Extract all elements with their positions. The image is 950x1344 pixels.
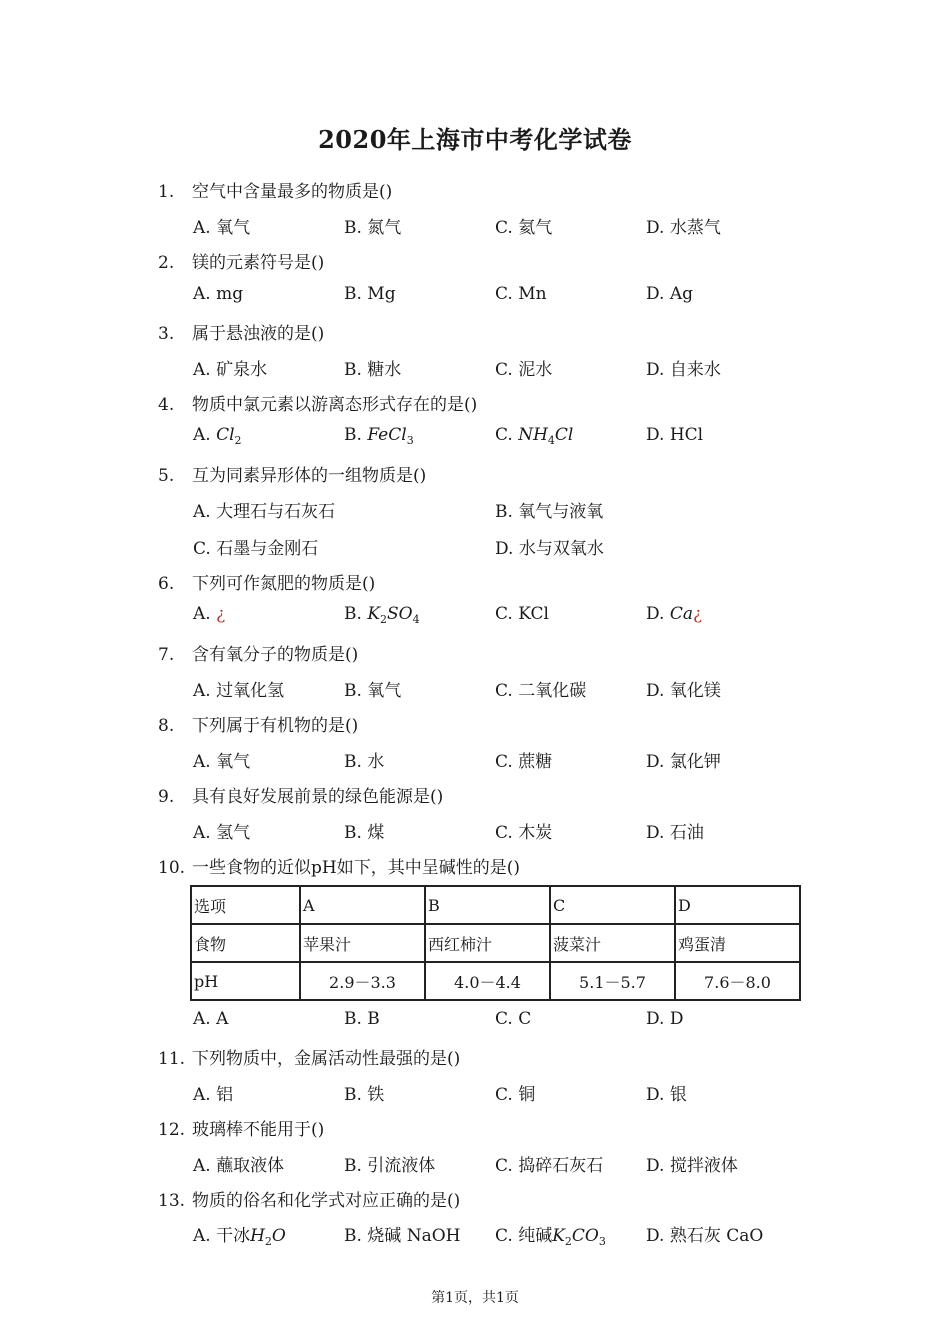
question-text: 下列物质中，金属活动性最强的是() [192,1049,461,1069]
option-c[interactable]: C. 铜 [495,1085,536,1105]
option-c[interactable]: C. C [495,1009,532,1029]
question-number: 1. [158,182,175,202]
question-number: 6. [158,574,175,594]
question-7 [158,640,358,665]
option-c[interactable]: C. 木炭 [495,823,553,843]
table-cell: pH [191,962,300,1000]
broken-glyph: ¿ [216,604,226,624]
option-a[interactable]: A. A [193,1009,229,1029]
option-a[interactable] [193,425,242,447]
question-9 [158,782,443,807]
question-number: 13. [158,1191,186,1211]
formula-ca: Ca [669,604,693,624]
table-cell: 2.9－3.3 [300,962,425,1000]
question-number: 7. [158,645,175,665]
question-2 [158,248,324,273]
option-a[interactable] [193,604,225,624]
ph-table [190,885,801,1001]
option-b[interactable]: B. 氧气与液氧 [495,502,604,522]
question-text: 物质中氯元素以游离态形式存在的是() [192,395,478,415]
question-text: 一些食物的近似pH如下，其中呈碱性的是() [192,858,520,878]
question-10 [158,853,520,878]
question-text: 玻璃棒不能用于() [192,1120,325,1140]
option-b[interactable] [344,425,414,447]
option-d[interactable]: D. 银 [646,1085,687,1105]
table-cell: B [425,886,550,924]
question-6 [158,569,375,594]
table-cell: 选项 [191,886,300,924]
question-text: 物质的俗名和化学式对应正确的是() [192,1191,461,1211]
table-row [191,962,800,1000]
option-b[interactable]: B. 煤 [344,823,385,843]
option-b-label: B. [344,425,368,445]
option-c[interactable] [495,1221,606,1248]
option-b[interactable]: B. 糖水 [344,360,402,380]
formula-h2o: $H_2O$ [250,1226,286,1248]
option-b[interactable]: B. 引流液体 [344,1156,436,1176]
option-b[interactable]: B. Mg [344,284,396,304]
option-b[interactable]: B. 烧碱 NaOH [344,1226,461,1246]
option-c[interactable]: C. KCl [495,604,549,624]
option-b-label: B. [344,604,368,624]
table-cell: 4.0－4.4 [425,962,550,1000]
question-text: 属于悬浊液的是() [192,324,325,344]
option-a[interactable]: A. 氢气 [193,823,251,843]
question-text: 下列属于有机物的是() [192,716,359,736]
option-a-label: A. [193,425,217,445]
option-c-label: C. [495,425,519,445]
formula-nh4cl: $NH_4Cl$ [518,425,574,447]
option-b[interactable]: B. 氮气 [344,218,402,238]
question-text: 下列可作氮肥的物质是() [192,574,376,594]
option-c[interactable]: C. 蔗糖 [495,752,553,772]
question-1 [158,177,392,202]
page-title: 2020年上海市中考化学试卷 [318,125,632,154]
option-a[interactable]: A. 铝 [193,1085,234,1105]
question-number: 10. [158,858,186,878]
option-d[interactable]: D. Ag [646,284,693,304]
question-4 [158,390,477,415]
option-d[interactable]: D. 水蒸气 [646,218,721,238]
option-a[interactable]: A. mg [193,284,244,304]
option-d-label: D. [646,604,670,624]
table-row [191,886,800,924]
table-cell: 鸡蛋清 [675,924,800,962]
table-cell: 菠菜汁 [550,924,675,962]
option-d[interactable]: D. 石油 [646,823,704,843]
page-footer: 第1页，共1页 [431,1290,519,1306]
question-number: 4. [158,395,175,415]
question-12 [158,1115,324,1140]
option-d[interactable]: D. 搅拌液体 [646,1156,738,1176]
table-cell: 5.1－5.7 [550,962,675,1000]
option-a-label: A. [193,604,217,624]
question-text: 空气中含量最多的物质是() [192,182,393,202]
option-c[interactable]: C. 泥水 [495,360,553,380]
question-number: 3. [158,324,175,344]
option-c[interactable]: C. 二氧化碳 [495,681,587,701]
option-d[interactable] [646,604,702,624]
option-d[interactable]: D. 氯化钾 [646,752,721,772]
table-cell: 苹果汁 [300,924,425,962]
option-b[interactable]: B. 铁 [344,1085,385,1105]
question-13 [158,1186,460,1211]
table-cell: 7.6－8.0 [675,962,800,1000]
question-number: 11. [158,1049,186,1069]
formula-k2co3: $K_2CO_3$ [552,1226,606,1248]
question-text: 含有氧分子的物质是() [192,645,359,665]
option-a[interactable]: A. 氧气 [193,752,251,772]
question-number: 8. [158,716,175,736]
option-c[interactable]: C. Mn [495,284,547,304]
option-a[interactable]: A. 大理石与石灰石 [193,502,336,522]
formula-fecl3: FeCl$_3$ [367,425,414,447]
table-row [191,924,800,962]
question-text: 镁的元素符号是() [192,253,325,273]
option-c-label: C. 纯碱 [495,1226,553,1246]
option-d[interactable]: D. 自来水 [646,360,721,380]
option-c[interactable]: C. 捣碎石灰石 [495,1156,604,1176]
question-8 [158,711,358,736]
option-d[interactable]: D. D [646,1009,684,1029]
option-a-label: A. 干冰 [193,1226,251,1246]
formula-k2so4: $K_2SO_4$ [367,604,420,626]
option-b[interactable]: B. 水 [344,752,385,772]
table-cell: D [675,886,800,924]
option-b[interactable] [344,604,420,626]
option-a[interactable]: A. 过氧化氢 [193,681,285,701]
option-a[interactable] [193,1221,286,1248]
option-d[interactable]: D. 氧化镁 [646,681,721,701]
table-cell: C [550,886,675,924]
option-c[interactable]: C. 石墨与金刚石 [193,539,319,559]
formula-cl2: $Cl_2$ [216,425,242,447]
broken-glyph: ¿ [693,604,703,624]
question-number: 12. [158,1120,186,1140]
option-b[interactable]: B. 氧气 [344,681,402,701]
question-3 [158,319,324,344]
question-number: 5. [158,466,175,486]
question-number: 2. [158,253,175,273]
option-d[interactable]: D. 水与双氧水 [495,539,604,559]
table-cell: 西红柿汁 [425,924,550,962]
option-c[interactable] [495,425,573,447]
question-text: 具有良好发展前景的绿色能源是() [192,787,444,807]
question-11 [158,1044,460,1069]
option-a[interactable]: A. 氧气 [193,218,251,238]
question-text: 互为同素异形体的一组物质是() [192,466,427,486]
question-number: 9. [158,787,175,807]
option-d[interactable]: D. HCl [646,425,704,445]
option-b[interactable]: B. B [344,1009,380,1029]
question-5 [158,461,426,486]
option-d[interactable]: D. 熟石灰 CaO [646,1226,764,1246]
option-c[interactable]: C. 氦气 [495,218,553,238]
table-cell: 食物 [191,924,300,962]
option-a[interactable]: A. 蘸取液体 [193,1156,285,1176]
option-a[interactable]: A. 矿泉水 [193,360,268,380]
table-cell: A [300,886,425,924]
